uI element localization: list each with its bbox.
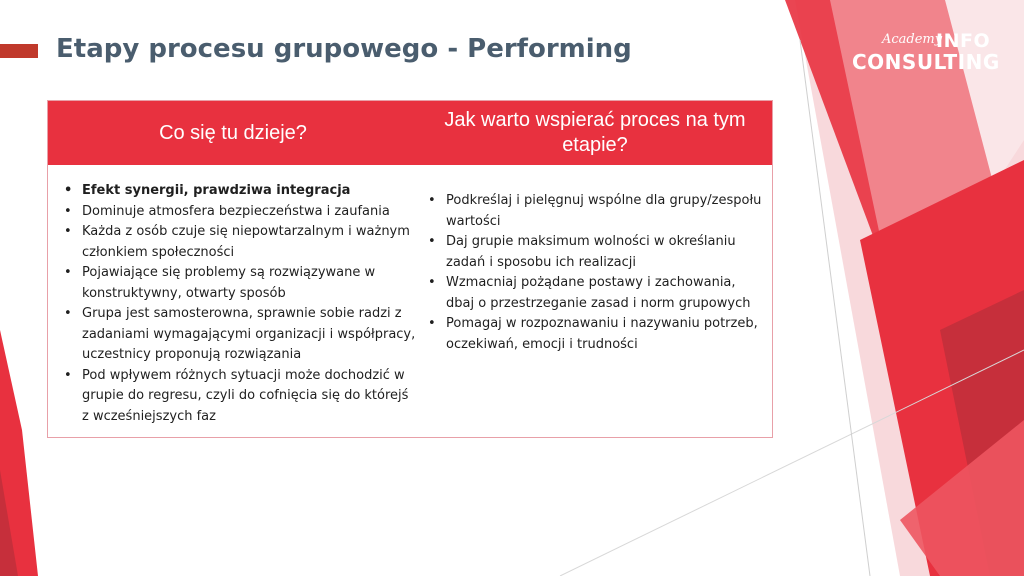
list-item: • Efekt synergii, prawdziwa integracja	[58, 181, 416, 202]
list-item: • Każda z osób czuje się niepowtarzalnym i ważnym członkiem społeczności	[58, 222, 416, 263]
list-item: • Dominuje atmosfera bezpieczeństwa i zaufania	[58, 202, 416, 223]
list-item: • Wzmacniaj pożądane postawy i zachowania, dbaj o przestrzeganie zasad i norm grupowych	[422, 273, 767, 314]
slide-title: Etapy procesu grupowego - Performing	[56, 34, 632, 64]
list-item: • Pojawiające się problemy są rozwiązywane w konstruktywny, otwarty sposób	[58, 263, 416, 304]
logo-academy-text: Academy	[882, 32, 943, 47]
how-to-support-list	[422, 191, 767, 355]
table-header-row	[48, 101, 772, 165]
list-item: • Podkreślaj i pielęgnuj wspólne dla grupy/zespołu wartości	[422, 191, 767, 232]
header-how-to-support: Jak warto wspierać proces na tym etapie?	[444, 109, 746, 156]
list-item: • Pomagaj w rozpoznawaniu i nazywaniu potrzeb, oczekiwań, emocji i trudności	[422, 314, 767, 355]
list-item: • Pod wpływem różnych sytuacji może dochodzić w grupie do regresu, czyli do cofnięcia się do którejś z wcześniejszych faz	[58, 366, 416, 428]
what-happens-list	[58, 181, 416, 427]
title-accent-bar	[0, 44, 38, 58]
header-what-happens: Co się tu dzieje?	[159, 121, 307, 144]
logo-consulting-text: CONSULTING	[852, 50, 1000, 74]
list-item: • Daj grupie maksimum wolności w określaniu zadań i sposobu ich realizacji	[422, 232, 767, 273]
process-table	[47, 100, 773, 438]
academy-info-consulting-logo	[846, 28, 1000, 80]
logo-info-text: INFO	[936, 30, 991, 52]
list-item: • Grupa jest samosterowna, sprawnie sobie radzi z zadaniami wymagającymi organizacji i współpracy, uczestnicy proponują rozwiązania	[58, 304, 416, 366]
